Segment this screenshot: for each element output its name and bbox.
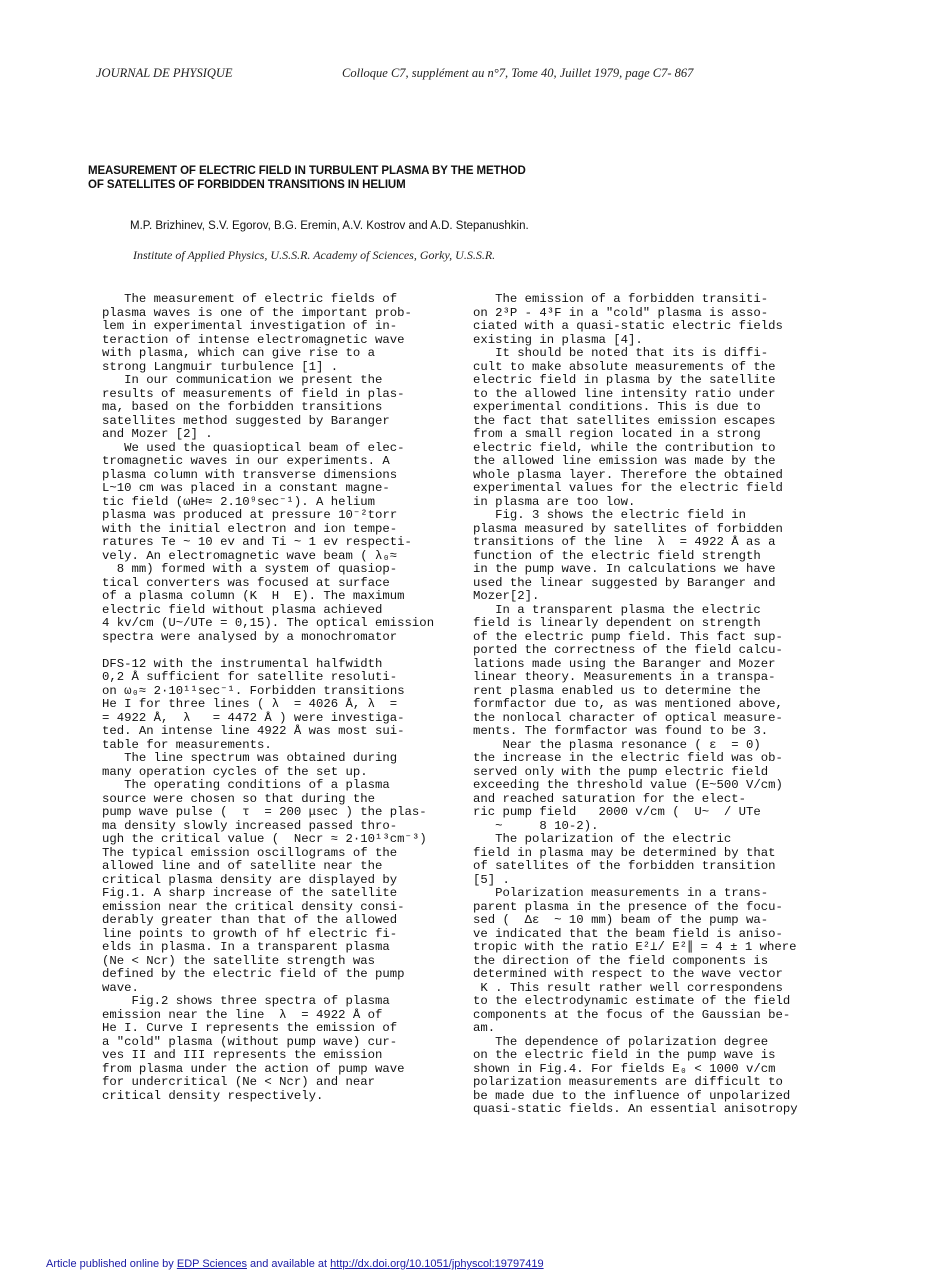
publisher-link[interactable]: EDP Sciences	[176, 1258, 247, 1270]
body-text-line: cult to make absolute measurements of the	[473, 359, 776, 374]
body-text-line: vely. An electromagnetic wave beam ( λ₀≈	[102, 548, 398, 563]
body-text-line: the direction of the field components is	[473, 953, 769, 968]
body-text-line: Near the plasma resonance ( ε = 0)	[473, 737, 761, 752]
body-text-line: formfactor due to, as was mentioned above,	[473, 697, 783, 711]
body-text-line: wave.	[102, 980, 139, 995]
body-text-line: to the allowed line intensity ratio under	[473, 386, 776, 401]
body-text-line: many operation cycles of the set up.	[102, 764, 368, 779]
body-text-line: of a plasma column (K H E). The maximum	[102, 589, 405, 603]
body-text-line: L~10 cm was placed in a constant magne-	[102, 481, 390, 495]
body-text-line: and reached saturation for the elect-	[473, 791, 747, 806]
body-text-line: electric field without plasma achieved	[102, 602, 383, 617]
body-text-line: ves II and III represents the emission	[102, 1048, 383, 1062]
body-text-line: ratures Te ~ 10 ev and Ti ~ 1 ev respecti-	[102, 535, 412, 549]
body-text-line: line points to growth of hf electric fi-	[102, 926, 398, 941]
body-text-line: electric field, while the contribution to	[473, 440, 776, 455]
body-text-line	[102, 644, 454, 658]
title-line: OF SATELLITES OF FORBIDDEN TRANSITIONS IN HELIUM	[88, 179, 406, 191]
title-line: MEASUREMENT OF ELECTRIC FIELD IN TURBULENT PLASMA BY THE METHOD	[88, 165, 526, 177]
body-text-line: critical density respectively.	[102, 1088, 324, 1103]
body-text-line: In a transparent plasma the electric	[473, 602, 761, 617]
body-text-line: The operating conditions of a plasma	[102, 778, 390, 792]
body-text-line: of satellites of the forbidden transition	[473, 859, 776, 873]
body-text-line: derably greater than that of the allowed	[102, 913, 398, 927]
body-text-line: a "cold" plasma (without pump wave) cur-	[102, 1034, 398, 1049]
body-text-line: field is linearly dependent on strength	[473, 616, 761, 630]
body-text-line: He I for three lines ( λ = 4026 Å, λ =	[102, 697, 398, 711]
body-text-line: on 2³P - 4³F in a "cold" plasma is asso-	[473, 305, 769, 320]
body-text-line: determined with respect to the wave vector	[473, 967, 783, 981]
body-text-line: allowed line and of satellite near the	[102, 859, 383, 873]
body-text-line: of the electric pump field. This fact sup-	[473, 629, 783, 644]
body-text-line: plasma column with transverse dimensions	[102, 467, 398, 482]
body-text-line: lations made using the Baranger and Mozer	[473, 656, 776, 671]
body-text-line: ric pump field 2000 v/cm ( U~ / UTe	[473, 805, 761, 819]
paper-title	[88, 164, 648, 192]
body-text-line: The typical emission oscillograms of the	[102, 845, 398, 860]
body-text-line: lem in experimental investigation of in-	[102, 319, 398, 333]
body-text-line: ma density slowly increased passed thro-	[102, 818, 398, 833]
body-text-line: source were chosen so that during the	[102, 791, 376, 806]
body-text-line: tical converters was focused at surface	[102, 575, 390, 590]
body-text-line: The measurement of electric fields of	[102, 292, 398, 306]
body-text-line: [5] .	[473, 872, 510, 887]
author-list: M.P. Brizhinev, S.V. Egorov, B.G. Eremin, A.V. Kostrov and A.D. Stepanushkin.	[130, 220, 529, 232]
body-text-line: Fig.1. A sharp increase of the satellite	[102, 886, 398, 900]
body-text-line: 0,2 Å sufficient for satellite resoluti-	[102, 670, 398, 684]
body-text-line: ~ 8 10-2).	[473, 818, 599, 833]
body-text-line: ugh the critical value ( Necr ≈ 2·10¹³cm⁻³)	[102, 832, 427, 846]
body-text-line: elds in plasma. In a transparent plasma	[102, 940, 390, 954]
body-text-line: to the electrodynamic estimate of the field	[473, 994, 791, 1008]
body-text-line: ments. The formfactor was found to be 3.	[473, 724, 769, 738]
body-text-line: shown in Fig.4. For fields E₀ < 1000 v/cm	[473, 1061, 776, 1076]
footer-middle: and available at	[246, 1258, 331, 1270]
body-text-line: with plasma, which can give rise to a	[102, 346, 376, 360]
body-text-line: parent plasma in the presence of the focu-	[473, 899, 783, 914]
body-text-line: with the initial electron and ion tempe-	[102, 521, 398, 536]
body-text-line: ciated with a quasi-static electric fields	[473, 319, 783, 333]
right-column	[473, 293, 825, 1117]
body-text-line: spectra were analysed by a monochromator	[102, 629, 398, 644]
body-text-line: used the linear suggested by Baranger and	[473, 575, 776, 590]
body-text-line: on the electric field in the pump wave is	[473, 1048, 776, 1062]
body-text-line: He I. Curve I represents the emission of	[102, 1021, 398, 1035]
body-text-line: ve indicated that the beam field is aniso-	[473, 926, 783, 941]
body-text-line: served only with the pump electric field	[473, 764, 769, 779]
body-text-line: The polarization of the electric	[473, 832, 732, 846]
body-text-line: in the pump wave. In calculations we have	[473, 562, 776, 576]
body-text-line: whole plasma layer. Therefore the obtained	[473, 467, 783, 482]
body-text-line: Polarization measurements in a trans-	[473, 886, 769, 900]
body-text-line: It should be noted that its is diffi-	[473, 346, 769, 360]
body-text-line: rent plasma enabled us to determine the	[473, 683, 761, 698]
body-text-line: Mozer[2].	[473, 589, 540, 603]
body-text-line: ported the correctness of the field calcu-	[473, 643, 783, 657]
body-text-line: pump wave pulse ( τ = 200 μsec ) the plas-	[102, 805, 427, 819]
body-text-line: quasi-static fields. An essential anisotropy	[473, 1102, 798, 1116]
body-text-line: be made due to the influence of unpolarized	[473, 1088, 791, 1103]
body-text-line: linear theory. Measurements in a transpa-	[473, 670, 776, 684]
journal-name: JOURNAL DE PHYSIQUE	[96, 66, 233, 80]
doi-link[interactable]: http://dx.doi.org/10.1051/jphyscol:19797419	[330, 1258, 544, 1270]
body-text-line: strong Langmuir turbulence [1] .	[102, 359, 339, 374]
body-text-line: function of the electric field strength	[473, 548, 761, 563]
body-text-line: critical plasma density are displayed by	[102, 872, 398, 887]
body-text-line: polarization measurements are difficult to	[473, 1075, 783, 1089]
body-text-line: 4 kv/cm (U~/UTe = 0,15). The optical emission	[102, 616, 435, 630]
body-text-line: exceeding the threshold value (E~500 V/cm)	[473, 778, 783, 792]
body-text-line: and Mozer [2] .	[102, 427, 213, 441]
body-text-line: existing in plasma [4].	[473, 332, 643, 347]
body-text-line: plasma measured by satellites of forbidden	[473, 521, 783, 536]
body-text-line: experimental conditions. This is due to	[473, 400, 761, 414]
body-text-line: satellites method suggested by Baranger	[102, 413, 390, 428]
body-text-line: field in plasma may be determined by that	[473, 845, 776, 860]
body-text-line: the increase in the electric field was ob-	[473, 751, 783, 765]
body-text-line: on ω₀≈ 2·10¹¹sec⁻¹. Forbidden transitions	[102, 683, 405, 698]
body-text-line: defined by the electric field of the pump	[102, 967, 405, 981]
body-text-line: tromagnetic waves in our experiments. A	[102, 454, 390, 468]
body-text-line: from plasma under the action of pump wave	[102, 1061, 405, 1076]
body-text-line: plasma waves is one of the important prob-	[102, 305, 412, 320]
affiliation: Institute of Applied Physics, U.S.S.R. Academy of Sciences, Gorky, U.S.S.R.	[133, 248, 496, 262]
body-text-line: K . This result rather well correspondens	[473, 980, 783, 995]
body-text-line: emission near the critical density consi-	[102, 899, 405, 914]
body-text-line: ted. An intense line 4922 Å was most sui-	[102, 724, 405, 738]
footer-prefix: Article published online by	[46, 1258, 177, 1270]
body-text-line: components at the focus of the Gaussian be-	[473, 1007, 791, 1022]
body-text-line: In our communication we present the	[102, 373, 383, 387]
body-text-line: table for measurements.	[102, 737, 272, 752]
issue-info: Colloque C7, supplément au n°7, Tome 40, Juillet 1979, page C7- 867	[342, 66, 694, 80]
body-text-line: in plasma are too low.	[473, 494, 636, 509]
body-text-line: = 4922 Å, λ = 4472 Å ) were investiga-	[102, 710, 405, 725]
body-text-line: Fig.2 shows three spectra of plasma	[102, 994, 390, 1008]
body-text-line: results of measurements of field in plas-	[102, 386, 405, 401]
body-text-line: teraction of intense electromagnetic wave	[102, 332, 405, 347]
body-text-line: DFS-12 with the instrumental halfwidth	[102, 656, 383, 671]
body-text-line: The dependence of polarization degree	[473, 1034, 769, 1049]
body-text-line: 8 mm) formed with a system of quasiop-	[102, 562, 398, 576]
body-text-line: tic field (ωHe≈ 2.10⁹sec⁻¹). A helium	[102, 494, 376, 509]
body-text-line: transitions of the line λ = 4922 Å as a	[473, 535, 776, 549]
body-text-line: tropic with the ratio E²⊥/ E²∥ = 4 ± 1 where	[473, 940, 797, 954]
body-text-line: ma, based on the forbidden transitions	[102, 400, 383, 414]
body-text-line: (Ne < Ncr) the satellite strength was	[102, 953, 376, 968]
body-text-line: We used the quasioptical beam of elec-	[102, 440, 405, 455]
body-text-line: for undercritical (Ne < Ncr) and near	[102, 1075, 376, 1089]
body-text-line: experimental values for the electric field	[473, 481, 783, 495]
publication-footer	[46, 1258, 544, 1270]
body-text-line: am.	[473, 1021, 496, 1035]
body-text-line: electric field in plasma by the satellite	[473, 373, 776, 387]
body-text-line: The line spectrum was obtained during	[102, 751, 398, 765]
body-text-line: The emission of a forbidden transiti-	[473, 292, 769, 306]
body-text-line: the allowed line emission was made by the	[473, 454, 776, 468]
body-text-line: the fact that satellites emission escapes	[473, 413, 776, 428]
body-text-line: plasma was produced at pressure 10⁻²torr	[102, 508, 398, 522]
body-text-line: the nonlocal character of optical measure-	[473, 710, 783, 725]
body-text-line: sed ( Δε ~ 10 mm) beam of the pump wa-	[473, 913, 769, 927]
left-column	[102, 293, 454, 1103]
body-text-line: emission near the line λ = 4922 Å of	[102, 1007, 383, 1022]
body-text-line: from a small region located in a strong	[473, 427, 761, 441]
body-text-line: Fig. 3 shows the electric field in	[473, 508, 747, 522]
